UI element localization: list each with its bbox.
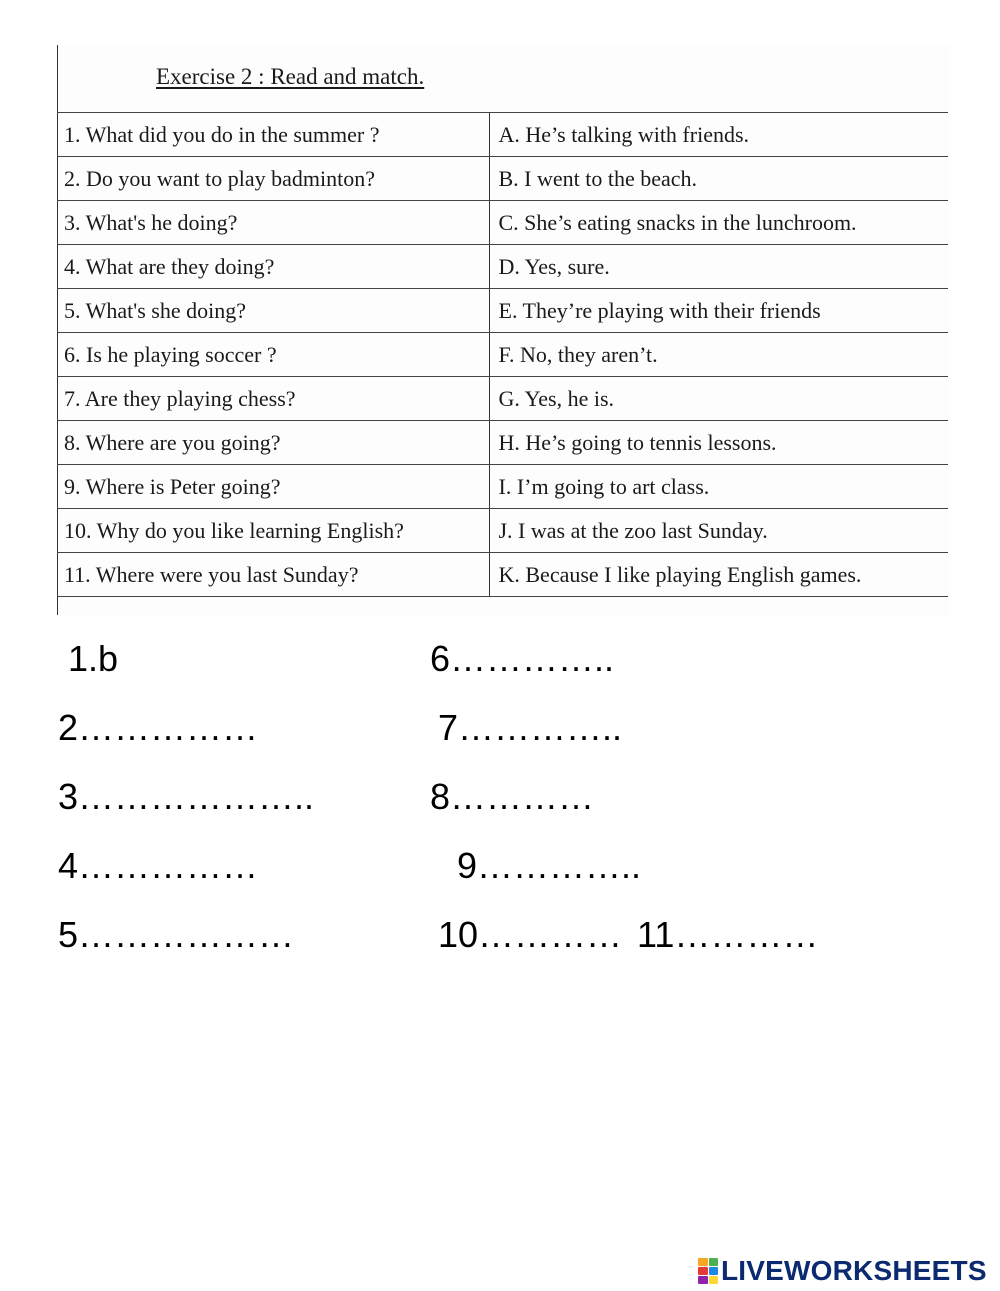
answer-cell: C. She’s eating snacks in the lunchroom. <box>489 201 948 245</box>
table-row <box>57 289 948 333</box>
answer-cell: E. They’re playing with their friends <box>489 289 948 333</box>
question-cell: 7. Are they playing chess? <box>57 377 489 421</box>
answer-line-6[interactable]: 6………….. <box>430 638 615 679</box>
table-row <box>57 201 948 245</box>
question-cell: 9. Where is Peter going? <box>57 465 489 509</box>
answer-line-3[interactable]: 3……………….. <box>58 776 315 817</box>
question-cell: 5. What's she doing? <box>57 289 489 333</box>
question-cell: 10. Why do you like learning English? <box>57 509 489 553</box>
liveworksheets-logo-icon <box>698 1258 718 1284</box>
question-cell: 2. Do you want to play badminton? <box>57 157 489 201</box>
answer-cell: F. No, they aren’t. <box>489 333 948 377</box>
answer-cell: K. Because I like playing English games. <box>489 553 948 597</box>
answer-line-9[interactable]: 9………….. <box>457 845 642 886</box>
answer-line-8[interactable]: 8………… <box>430 776 595 817</box>
answer-cell: G. Yes, he is. <box>489 377 948 421</box>
table-row <box>57 553 948 597</box>
answer-cell: H. He’s going to tennis lessons. <box>489 421 948 465</box>
table-row <box>57 333 948 377</box>
table-row <box>57 245 948 289</box>
answer-cell: D. Yes, sure. <box>489 245 948 289</box>
table-row <box>57 157 948 201</box>
answer-line-1[interactable]: 1.b <box>68 638 119 679</box>
question-cell: 11. Where were you last Sunday? <box>57 553 489 597</box>
question-cell: 4. What are they doing? <box>57 245 489 289</box>
answer-line-11[interactable]: 11………… <box>637 914 819 955</box>
table-row <box>57 377 948 421</box>
brand-name: LIVEWORKSHEETS <box>721 1255 987 1286</box>
answer-cell: J. I was at the zoo last Sunday. <box>489 509 948 553</box>
exercise-title: Exercise 2 : Read and match. <box>156 64 425 89</box>
question-cell: 6. Is he playing soccer ? <box>57 333 489 377</box>
match-table <box>57 112 948 597</box>
question-cell: 3. What's he doing? <box>57 201 489 245</box>
question-cell: 8. Where are you going? <box>57 421 489 465</box>
answer-line-4[interactable]: 4…………… <box>58 845 259 886</box>
table-row <box>57 421 948 465</box>
question-cell: 1. What did you do in the summer ? <box>57 113 489 157</box>
table-row <box>57 113 948 157</box>
liveworksheets-logo[interactable] <box>698 1255 987 1287</box>
answer-line-2[interactable]: 2…………… <box>58 707 259 748</box>
answer-line-7[interactable]: 7………….. <box>438 707 623 748</box>
answer-cell: I. I’m going to art class. <box>489 465 948 509</box>
answer-line-5[interactable]: 5……………… <box>58 914 295 955</box>
answer-cell: B. I went to the beach. <box>489 157 948 201</box>
answer-cell: A. He’s talking with friends. <box>489 113 948 157</box>
table-row <box>57 509 948 553</box>
table-row <box>57 465 948 509</box>
answer-line-10[interactable]: 10………… <box>438 914 623 955</box>
